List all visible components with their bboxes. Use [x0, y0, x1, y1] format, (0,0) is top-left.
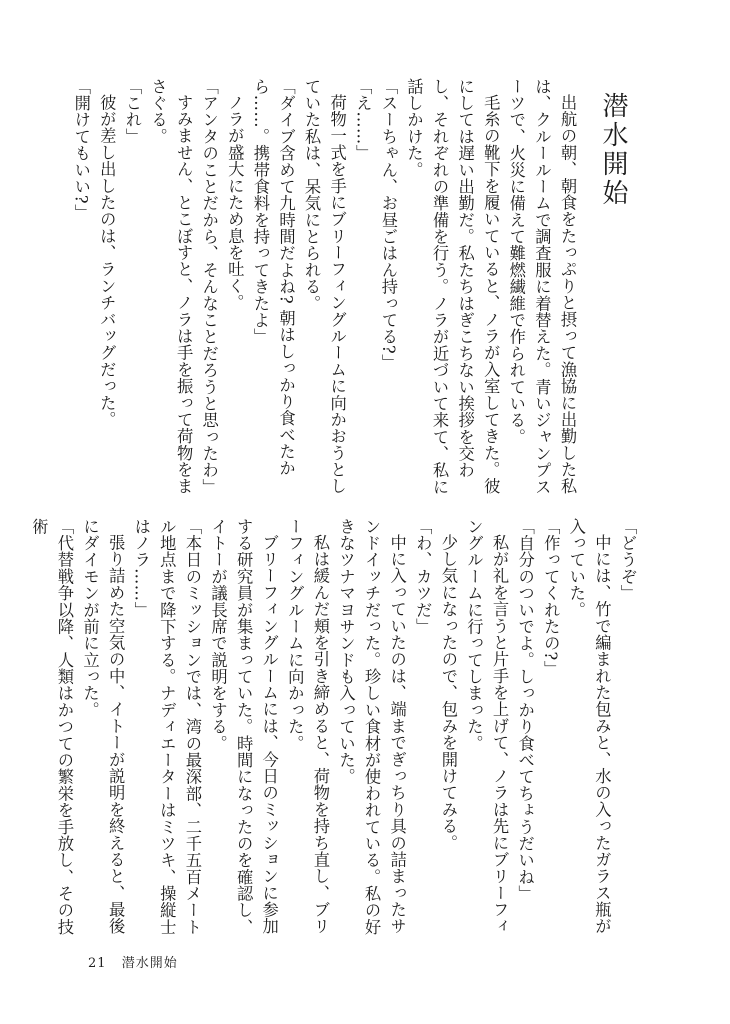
paragraph: 私は緩んだ頬を引き締めると、荷物を持ち直し、ブリーフィングルームに向かった。	[285, 518, 330, 935]
paragraph: 「スーちゃん、お昼ごはん持ってる?」	[378, 78, 398, 371]
paragraph: 「作ってくれたの?」	[541, 518, 561, 678]
paragraph: 中に入っていたのは、端までぎっちり具の詰まったサンドイッチだった。珍しい食材が使われている。私の好きなツナマヨサンドも入っていた。	[336, 518, 407, 936]
paragraph: 「代替戦争以降、人類はかつての繁栄を手放し、その技術	[29, 518, 74, 936]
chapter-title: 潜水開始	[598, 92, 628, 208]
running-title: 潜水開始	[121, 956, 178, 971]
paragraph: 少し気になったので、包みを開けてみる。	[438, 534, 458, 852]
paragraph: 私が礼を言うと片手を上げて、ノラは先にブリーフィングルームに行ってしまった。	[464, 518, 510, 935]
top-text-block	[70, 78, 580, 496]
paragraph: ブリーフィングルームには、今日のミッションに参加する研究員が集まっていた。時間になったのを確認し、イトーが議長席で説明をする。	[208, 518, 279, 936]
paragraph: すみません、とこぼすと、ノラは手を振って荷物をまさぐる。	[148, 78, 194, 495]
paragraph: 張り詰めた空気の中、イトーが説明を終えると、最後にダイモンが前に立った。	[80, 518, 126, 935]
paragraph: ノラが盛大にため息を吐く。	[225, 94, 245, 312]
paragraph: 「ダイブ含めて九時間だよね? 朝はしっかり食べたから……。携帯食料を持ってきたよ」	[250, 78, 296, 477]
paragraph: 「開けてもいい?」	[71, 78, 91, 221]
paragraph: 「アンタのことだから、そんなことだろうと思ったわ」	[199, 78, 219, 496]
paragraph: 「自分のついでよ。しっかり食べてちょうだいね」	[515, 518, 535, 902]
paragraph: 荷物一式を手にブリーフィングルームに向かおうとしていた私は、呆気にとられる。	[302, 78, 347, 495]
paragraph: 「これ」	[122, 78, 142, 145]
paragraph: 中には、竹で編まれた包みと、水の入ったガラス瓶が入っていた。	[566, 518, 612, 935]
page-footer	[88, 952, 178, 971]
paragraph: 「え……」	[353, 78, 373, 162]
paragraph: 「本日のミッションでは、湾の最深部、二千五百メートル地点まで降下する。ナディエーターはミツキ、操縦士はノラ……」	[131, 518, 202, 936]
paragraph: 毛糸の靴下を履いていると、ノラが入室してきた。彼にしては遅い出勤だ。私たちはぎこちない挨拶を交わし、それぞれの準備を行う。ノラが近づいて来て、私に話しかけた。	[404, 78, 501, 496]
paragraph: 「どうぞ」	[618, 518, 637, 602]
paragraph: 彼が差し出したのは、ランチバッグだった。	[97, 94, 117, 429]
paragraph: 「わ、カツだ」	[413, 518, 433, 635]
bottom-text-block	[29, 518, 640, 936]
page-number: 21	[88, 956, 107, 971]
paragraph: 出航の朝、朝食をたっぷりと摂って漁協に出勤した私は、クルールームで調査服に着替えた。青いジャンプスーツで、火災に備えて難燃繊維で作られている。	[506, 78, 577, 496]
